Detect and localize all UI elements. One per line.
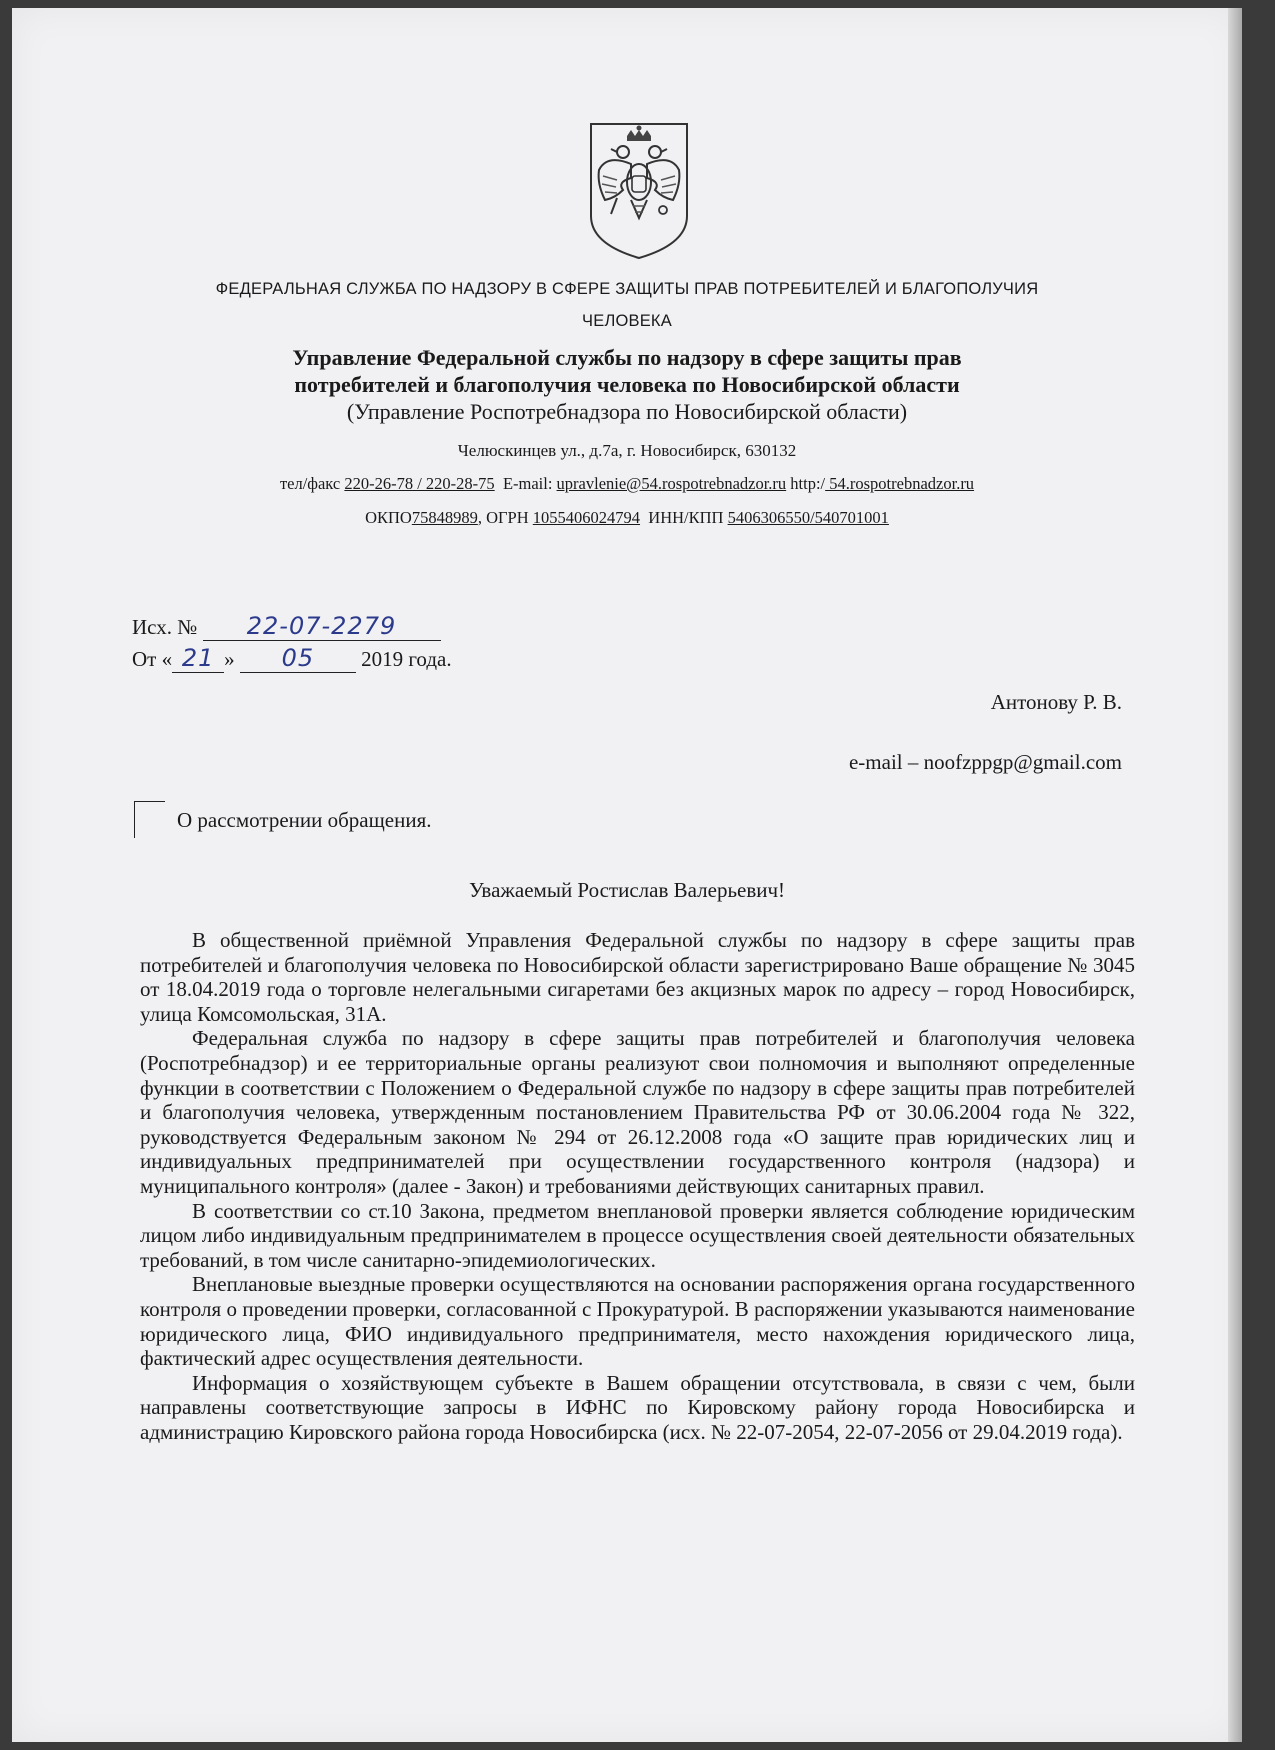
agency-name-line2: ЧЕЛОВЕКА bbox=[582, 312, 672, 330]
date-month-handwritten: 05 bbox=[281, 644, 315, 672]
body-paragraph: Федеральная служба по надзору в сфере защиты прав потребителей и благополучия человека (Роспотребнадзор) и ее территориальные органы реализуют свои полномочия и выполняют определенные функции в соответствии с Положением о Федеральной службе по надзору в сфере защиты прав потребителей и благополучия человека, утвержденным постановлением Правительства РФ от 30.06.2004 года № 322, руководствуется Федеральным законом № 294 от 26.12.2008 года «О защите прав юридических лиц и индивидуальных предпринимателей при осуществлении государственного контроля (надзора) и муниципального контроля» (далее - Закон) и требованиями действующих санитарных правил. bbox=[140, 1026, 1135, 1198]
ogrn-value: 1055406024794 bbox=[532, 508, 641, 527]
inn-label: ИНН/КПП bbox=[648, 508, 724, 527]
letter-page bbox=[12, 8, 1242, 1742]
date-year: 2019 года. bbox=[361, 647, 452, 671]
phone-number: 220-26-78 / 220-28-75 bbox=[344, 474, 495, 493]
email-label: E-mail: bbox=[502, 474, 553, 493]
outgoing-number-field bbox=[203, 612, 441, 641]
date-day-close: » bbox=[224, 647, 235, 671]
date-day-handwritten: 21 bbox=[181, 644, 215, 672]
subject-bracket bbox=[134, 801, 165, 838]
ogrn-label: , ОГРН bbox=[477, 508, 529, 527]
contacts-line bbox=[12, 474, 1242, 494]
body-paragraph: В общественной приёмной Управления Федеральной службы по надзору в сфере защиты прав потребителей и благополучия человека по Новосибирской области зарегистрировано Ваше обращение № 3045 от 18.04.2019 года о торговле нелегальными сигаретами без акцизных марок по адресу – город Новосибирск, улица Комсомольская, 31А. bbox=[140, 928, 1135, 1026]
date-month-field bbox=[240, 644, 356, 673]
phone-label: тел/факс bbox=[279, 474, 341, 493]
page-edge bbox=[1228, 8, 1242, 1742]
outgoing-number-handwritten: 22-07-2279 bbox=[246, 612, 397, 640]
recipient-email: e-mail – noofzppgp@gmail.com bbox=[848, 750, 1122, 774]
salutation: Уважаемый Ростислав Валерьевич! bbox=[468, 878, 786, 902]
body-paragraph: В соответствии со ст.10 Закона, предметом внеплановой проверки является соблюдение юридическим лицом либо индивидуальным предпринимателем в процессе осуществления своей деятельности обязательных требований, в том числе санитарно-эпидемиологических. bbox=[140, 1198, 1135, 1272]
okpo-value: 75848989 bbox=[411, 508, 478, 527]
okpo-label: ОКПО bbox=[365, 508, 412, 527]
recipient-name: Антонову Р. В. bbox=[990, 690, 1122, 714]
date-label: От « bbox=[132, 647, 173, 671]
department-short-name: (Управление Роспотребнадзора по Новосибирской области) bbox=[346, 399, 908, 424]
letter-body bbox=[140, 928, 1135, 1444]
website-label: http:/ bbox=[790, 474, 826, 493]
body-paragraph: Информация о хозяйствующем субъекте в Вашем обращении отсутствовала, в связи с чем, были направлены соответствующие запросы в ИФНС по Кировскому району города Новосибирска и администрацию Кировского района города Новосибирска (исх. № 22-07-2054, 22-07-2056 от 29.04.2019 года). bbox=[140, 1370, 1135, 1444]
outgoing-date-row bbox=[132, 644, 452, 673]
outgoing-number-row bbox=[132, 612, 441, 641]
department-name-line1: Управление Федеральной службы по надзору в сфере защиты прав bbox=[292, 345, 962, 370]
agency-address: Челюскинцев ул., д.7а, г. Новосибирск, 630132 bbox=[457, 441, 797, 460]
registration-codes bbox=[12, 508, 1242, 528]
department-name-line2: потребителей и благополучия человека по Новосибирской области bbox=[294, 372, 960, 397]
outgoing-number-label: Исх. № bbox=[132, 615, 198, 639]
date-day-field bbox=[172, 644, 224, 673]
coat-of-arms-icon bbox=[587, 120, 691, 262]
agency-name: ФЕДЕРАЛЬНАЯ СЛУЖБА ПО НАДЗОРУ В СФЕРЕ ЗАЩИТЫ ПРАВ ПОТРЕБИТЕЛЕЙ И БЛАГОПОЛУЧИЯ bbox=[215, 280, 1039, 298]
agency-website-link[interactable]: 54.rospotrebnadzor.ru bbox=[825, 474, 975, 493]
letter-subject: О рассмотрении обращения. bbox=[177, 808, 432, 832]
inn-value: 5406306550/540701001 bbox=[727, 508, 889, 527]
agency-email-link[interactable]: upravlenie@54.rospotrebnadzor.ru bbox=[556, 474, 787, 493]
body-paragraph: Внеплановые выездные проверки осуществляются на основании распоряжения органа государственного контроля о проведении проверки, согласованной с Прокуратурой. В распоряжении указываются наименование юридического лица, ФИО индивидуального предпринимателя, место нахождения юридического лица, фактический адрес осуществления деятельности. bbox=[140, 1272, 1135, 1371]
